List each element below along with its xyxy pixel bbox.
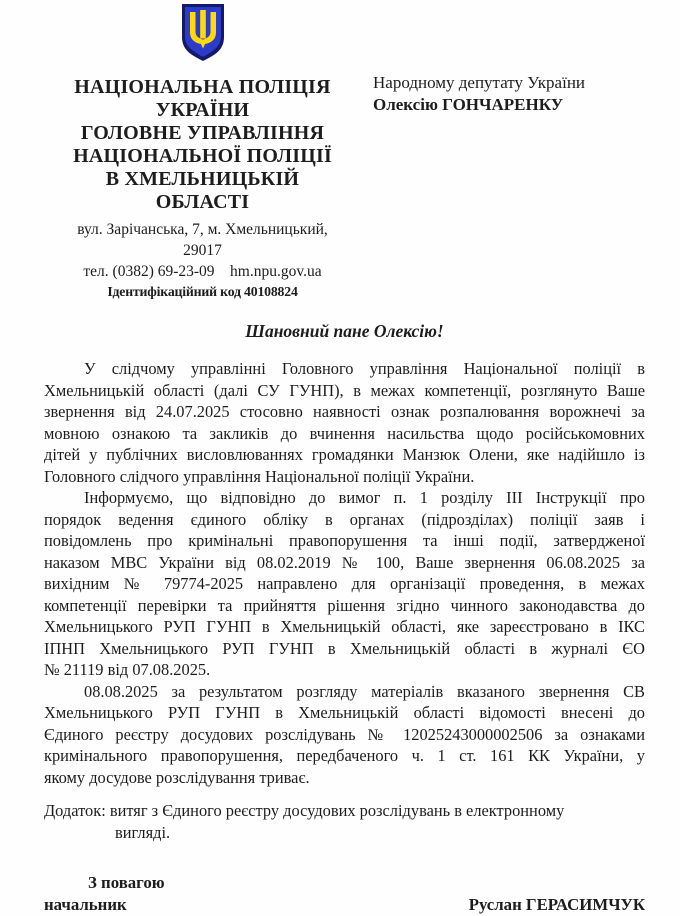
letterhead-contacts	[40, 219, 365, 302]
signature-row	[44, 894, 645, 916]
addressee-block	[373, 3, 585, 302]
org-line: НАЦІОНАЛЬНОЇ ПОЛІЦІЇ	[73, 145, 332, 167]
ukraine-coat-of-arms-icon	[180, 3, 226, 62]
salutation: Шановний пане Олексію!	[245, 321, 444, 341]
signer-name: Руслан ГЕРАСИМЧУК	[468, 895, 645, 914]
street-address: вул. Зарічанська, 7, м. Хмельницький,	[77, 221, 328, 238]
body-line: Інформуємо, що відповідно до вимог п. 1 розділу ІІІ Інструкції про	[84, 488, 645, 507]
paragraph-1	[44, 358, 645, 487]
phone-and-website: тел. (0382) 69-23-09 hm.npu.gov.ua	[83, 263, 322, 280]
paragraph-3	[44, 681, 645, 789]
letterhead	[0, 0, 680, 302]
body-line: ІПНП Хмельницького РУП ГУНП в Хмельницькій області в журналі ЄО	[44, 638, 645, 658]
paragraph-2	[44, 487, 645, 681]
body-line: Хмельницького РУП ГУНП в Хмельницькій області, яке зареєстровано в ІКС	[44, 617, 645, 636]
body-line: дітей у публічних висловлюваннях громадянки Манзюк Олени, яке надійшло із	[44, 445, 645, 464]
letter-body	[44, 320, 645, 844]
body-line: мовною ознакою та закликів до вчинення насильства щодо російськомовних	[44, 423, 645, 443]
signature-block	[44, 872, 645, 916]
attachment-line: Додаток: витяг з Єдиного реєстру досудових розслідувань в електронному	[44, 801, 565, 820]
body-line: якому досудове розслідування триває.	[44, 767, 310, 787]
body-line: Єдиного реєстру досудових розслідувань № 12025243000002506 за ознаками	[44, 724, 645, 744]
attachment-note	[44, 800, 645, 844]
addressee-role: Народному депутату України	[373, 73, 586, 92]
attachment-line: вигляді.	[115, 823, 171, 842]
body-line: повідомлень про кримінальні правопорушення та інші події, затвердженої	[44, 531, 645, 550]
body-line: вихідним № 79774-2025 направлено для організації проведення, в межах	[44, 574, 645, 593]
organization-name	[40, 76, 365, 214]
body-line: звернення від 24.07.2025 стосовно наявності ознак розпалювання ворожнечі за	[44, 402, 645, 421]
org-line: ГОЛОВНЕ УПРАВЛІННЯ	[80, 122, 325, 144]
addressee-name: Олексію ГОНЧАРЕНКУ	[373, 95, 564, 114]
signer-title: начальник	[44, 895, 127, 914]
body-line: У слідчому управлінні Головного управління Національної поліції в	[84, 359, 645, 378]
body-line: 08.08.2025 за результатом розгляду матеріалів вказаного звернення СВ	[84, 681, 645, 701]
body-line: Хмельницькій області (далі СУ ГУНП), в межах компетенції, розглянуто Ваше	[44, 380, 645, 400]
body-line: кримінального правопорушення, передбаченого ч. 1 ст. 161 КК України, у	[44, 746, 645, 765]
org-line: В ХМЕЛЬНИЦЬКІЙ	[105, 168, 300, 190]
org-line: УКРАЇНИ	[155, 99, 250, 121]
body-line: Головного слідчого управління Національної поліції України.	[44, 466, 475, 486]
org-line: ОБЛАСТІ	[155, 191, 250, 213]
body-line: Хмельницького РУП ГУНП в Хмельницькій області відомості внесені до	[44, 703, 645, 722]
body-line: № 21119 від 07.08.2025.	[44, 660, 211, 679]
postal-code: 29017	[183, 242, 222, 259]
identification-code: Ідентифікаційний код 40108824	[107, 284, 298, 299]
body-line: порядок ведення єдиного обліку в органах (підрозділах) поліції заяв і	[44, 509, 645, 529]
body-line: компетенції перевірки та прийняття рішення згідно чинного законодавства до	[44, 595, 645, 615]
paragraphs	[44, 358, 645, 788]
letterhead-left-column	[40, 3, 365, 302]
org-line: НАЦІОНАЛЬНА ПОЛІЦІЯ	[74, 76, 331, 98]
body-line: наказом МВС України від 08.02.2019 № 100, Ваше звернення 06.08.2025 за	[44, 552, 645, 572]
signature-closing: З повагою	[88, 873, 165, 892]
